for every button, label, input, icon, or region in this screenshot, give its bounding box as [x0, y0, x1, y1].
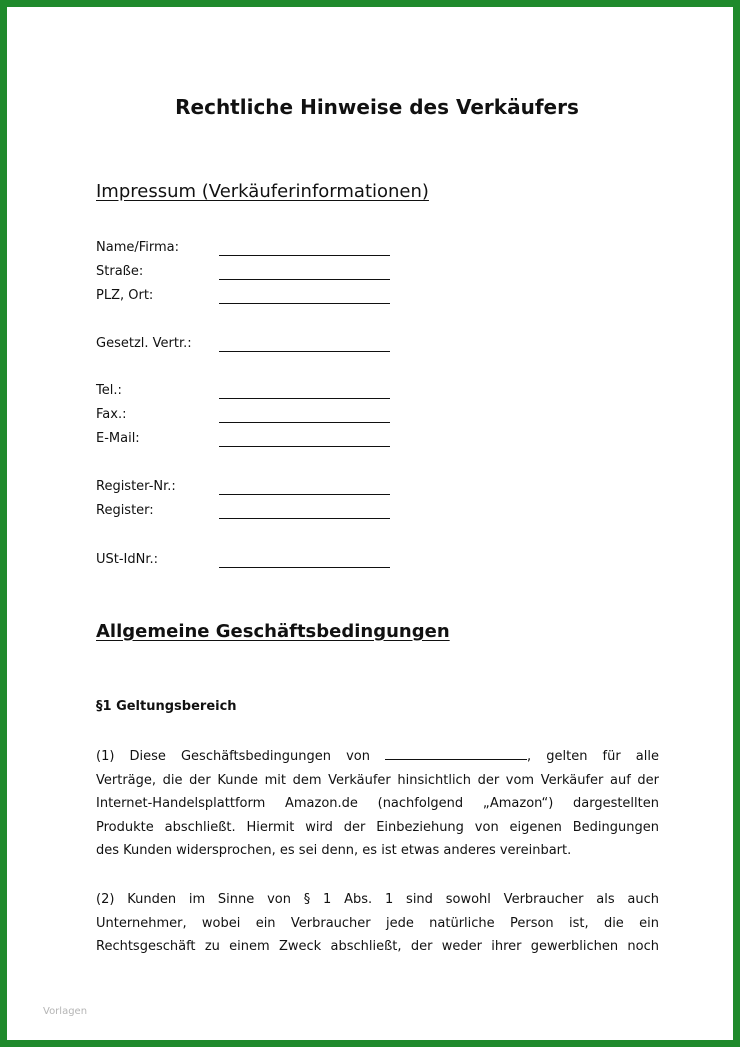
paragraph-2-line-1: (2) Kunden im Sinne von § 1 Abs. 1 sind sowohl Verbraucher als auch — [96, 892, 659, 907]
field-line-register — [219, 518, 390, 519]
paragraph-1-line-5: des Kunden widersprochen, es sei denn, es ist etwas anderes vereinbart. — [96, 843, 572, 859]
paragraph-1-line-2: Verträge, die der Kunde mit dem Verkäufer hinsichtlich der vom Verkäufer auf der — [96, 772, 659, 788]
field-label-zip-city: PLZ, Ort: — [96, 288, 154, 303]
paragraph-1-line-3: Internet-Handelsplattform Amazon.de (nachfolgend „Amazon“) dargestellten — [96, 796, 659, 812]
field-label-register: Register: — [96, 503, 154, 518]
paragraph-1 — [96, 745, 659, 863]
paragraph-2 — [96, 888, 659, 959]
field-line-zip-city — [219, 303, 390, 304]
field-label-email: E-Mail: — [96, 431, 140, 446]
section-heading-scope: §1 Geltungsbereich — [96, 699, 237, 714]
paragraph-2-line-2: Unternehmer, wobei ein Verbraucher jede natürliche Person ist, die ein — [96, 915, 659, 931]
field-label-name: Name/Firma: — [96, 240, 180, 255]
field-line-fax — [219, 422, 390, 423]
field-label-legal-rep: Gesetzl. Vertr.: — [96, 336, 192, 351]
paragraph-2-line-3: Rechtsgeschäft zu einem Zweck abschließt, der weder ihrer gewerblichen noch — [96, 939, 659, 955]
field-line-phone — [219, 398, 390, 399]
field-line-street — [219, 279, 390, 280]
field-line-register-nr — [219, 494, 390, 495]
field-line-name — [219, 255, 390, 256]
seller-name-blank — [385, 747, 527, 760]
document-title: Rechtliche Hinweise des Verkäufers — [175, 95, 579, 119]
field-line-email — [219, 446, 390, 447]
field-label-fax: Fax.: — [96, 407, 127, 422]
impressum-heading: Impressum (Verkäuferinformationen) — [96, 181, 429, 202]
field-label-phone: Tel.: — [96, 383, 122, 398]
agb-heading: Allgemeine Geschäftsbedingungen — [96, 621, 450, 642]
field-label-register-nr: Register-Nr.: — [96, 479, 176, 494]
field-line-legal-rep — [219, 351, 390, 352]
field-label-vat-id: USt-IdNr.: — [96, 552, 159, 567]
watermark-text: Vorlagen — [43, 1006, 88, 1017]
field-label-street: Straße: — [96, 264, 144, 279]
paragraph-1-line-1: (1) Diese Geschäftsbedingungen von , gelten für alle — [96, 749, 659, 764]
paragraph-1-line-4: Produkte abschließt. Hiermit wird der Einbeziehung von eigenen Bedingungen — [96, 819, 659, 835]
field-line-vat-id — [219, 567, 390, 568]
